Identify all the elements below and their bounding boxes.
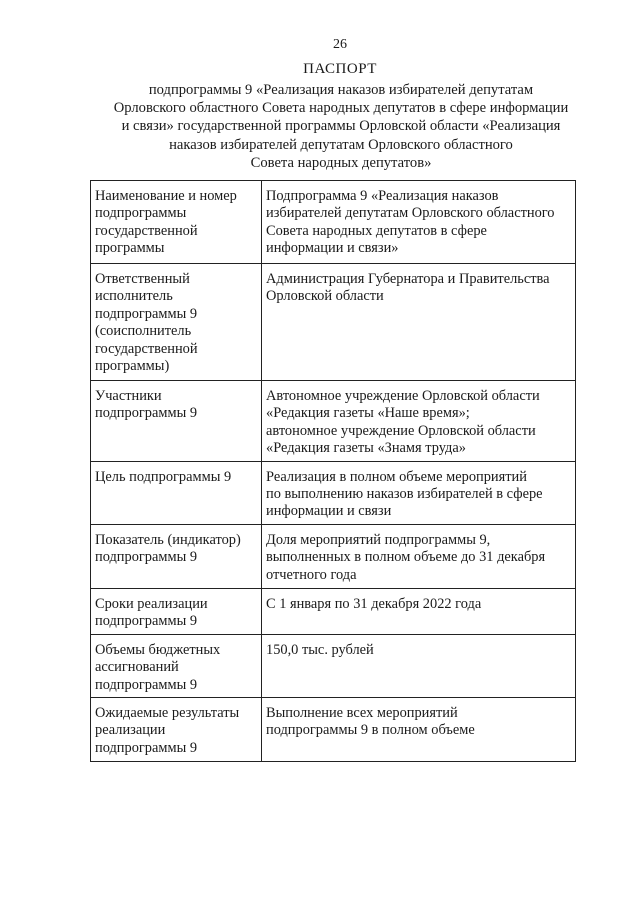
passport-row <box>91 181 576 264</box>
row-label-line: подпрограммы <box>95 205 187 222</box>
row-value-line: подпрограммы 9 в полном объеме <box>266 722 475 739</box>
row-label-cell <box>91 181 262 264</box>
row-value-cell <box>262 634 576 697</box>
row-label-cell <box>91 461 262 524</box>
passport-row <box>91 381 576 462</box>
row-value-line: автономное учреждение Орловской области <box>266 422 536 439</box>
row-value-line: Подпрограмма 9 «Реализация наказов <box>266 188 499 204</box>
passport-row <box>91 524 576 588</box>
row-value-cell <box>262 264 576 381</box>
row-label-line: государственной <box>95 340 198 357</box>
row-label-cell <box>91 264 262 381</box>
row-value-line: «Редакция газеты «Знамя труда» <box>266 440 466 457</box>
document-title: ПАСПОРТ <box>303 61 377 77</box>
row-value-cell <box>262 524 576 588</box>
row-value-line: Автономное учреждение Орловской области <box>266 388 540 404</box>
passport-table-body <box>91 181 576 762</box>
row-label-line: Ожидаемые результаты <box>95 705 240 722</box>
passport-row <box>91 461 576 524</box>
passport-table <box>90 180 576 762</box>
row-label-line: (соисполнитель <box>95 323 192 340</box>
row-value-line: информации и связи» <box>266 240 399 257</box>
row-value-line: отчетного года <box>266 566 357 583</box>
row-value-cell <box>262 698 576 762</box>
subtitle-line: Орловского областного Совета народных депутатов в сфере информации <box>113 100 569 117</box>
row-value-cell <box>262 381 576 462</box>
row-value-line: Совета народных депутатов в сфере <box>266 222 487 239</box>
passport-row <box>91 698 576 762</box>
subtitle-line: Совета народных депутатов» <box>250 154 432 171</box>
passport-row <box>91 588 576 634</box>
row-label-line: Участники <box>95 388 162 404</box>
row-value-line: Доля мероприятий подпрограммы 9, <box>266 531 491 548</box>
row-value-line: Выполнение всех мероприятий <box>266 705 458 722</box>
passport-row <box>91 634 576 697</box>
row-label-line: государственной <box>95 222 198 239</box>
subtitle-line: наказов избирателей депутатам Орловского областного <box>169 136 513 153</box>
row-label-cell <box>91 634 262 697</box>
page-number: 26 <box>333 37 347 52</box>
row-label-line: подпрограммы 9 <box>95 405 198 422</box>
row-label-line: программы) <box>95 358 170 375</box>
row-label-line: подпрограммы 9 <box>95 613 198 630</box>
row-label-line: Наименование и номер <box>95 188 237 204</box>
row-value-line: Орловской области <box>266 288 384 305</box>
subtitle-line: подпрограммы 9 «Реализация наказов избирателей депутатам <box>148 82 534 98</box>
row-label-line: подпрограммы 9 <box>95 739 198 756</box>
row-value-line: С 1 января по 31 декабря 2022 года <box>266 595 482 612</box>
subtitle-line: и связи» государственной программы Орловской области «Реализация <box>121 118 561 135</box>
row-value-cell <box>262 588 576 634</box>
row-value-line: по выполнению наказов избирателей в сфере <box>266 486 543 503</box>
row-label-cell <box>91 381 262 462</box>
row-label-line: Сроки реализации <box>95 595 208 612</box>
row-label-cell <box>91 524 262 588</box>
passport-row <box>91 264 576 381</box>
row-value-line: «Редакция газеты «Наше время»; <box>266 405 470 422</box>
row-label-line: Объемы бюджетных <box>95 641 221 658</box>
row-value-line: Администрация Губернатора и Правительства <box>266 271 550 287</box>
row-value-line: избирателей депутатам Орловского областного <box>266 205 555 222</box>
document-subtitle <box>96 81 586 172</box>
row-value-cell <box>262 181 576 264</box>
row-label-line: Цель подпрограммы 9 <box>95 468 232 485</box>
row-label-line: Ответственный <box>95 271 190 287</box>
row-label-line: подпрограммы 9 <box>95 676 198 693</box>
row-label-line: подпрограммы 9 <box>95 549 198 566</box>
row-value-line: информации и связи <box>266 503 392 520</box>
row-label-line: реализации <box>95 722 166 739</box>
row-label-line: программы <box>95 240 165 257</box>
row-label-line: исполнитель <box>95 288 173 305</box>
row-label-line: Показатель (индикатор) <box>95 531 241 548</box>
row-value-line: 150,0 тыс. рублей <box>266 641 374 658</box>
row-label-line: подпрограммы 9 <box>95 305 198 322</box>
row-label-line: ассигнований <box>95 659 179 676</box>
row-label-cell <box>91 698 262 762</box>
row-label-cell <box>91 588 262 634</box>
row-value-line: Реализация в полном объеме мероприятий <box>266 468 527 485</box>
row-value-line: выполненных в полном объеме до 31 декабря <box>266 549 546 566</box>
row-value-cell <box>262 461 576 524</box>
